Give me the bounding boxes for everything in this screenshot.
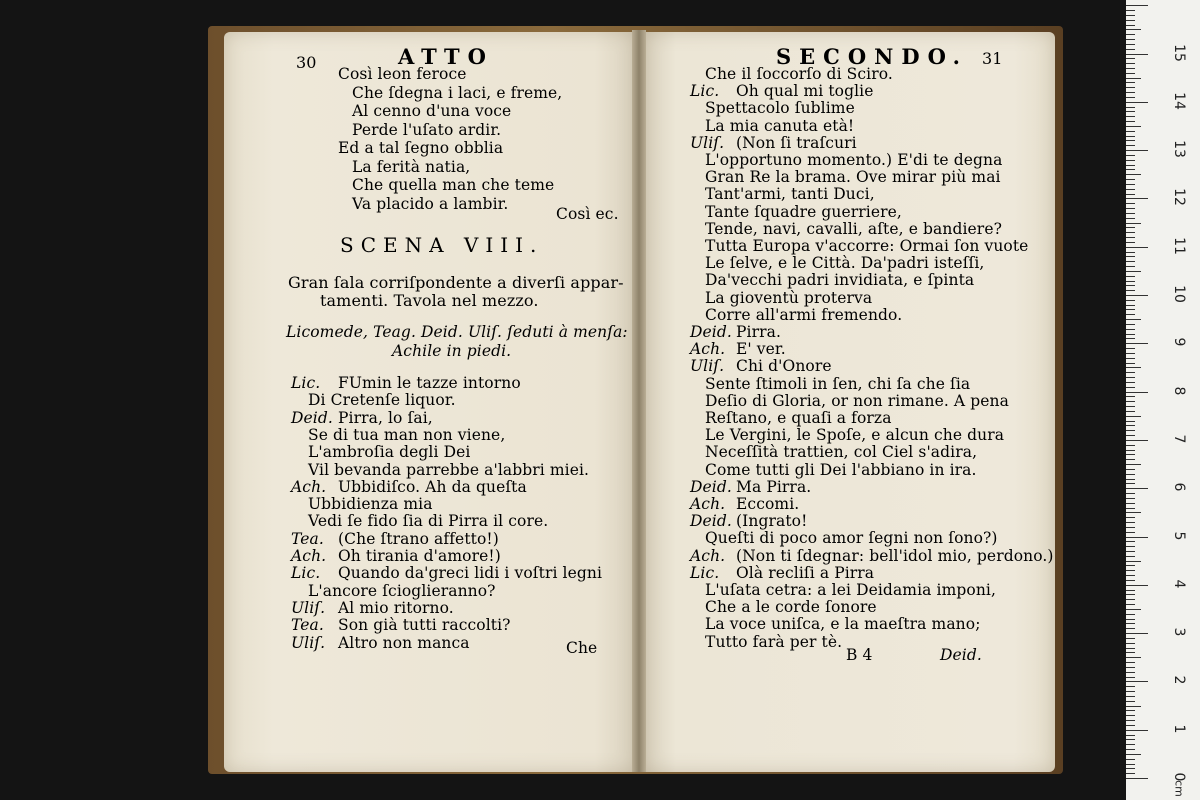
left-catchword: Che — [566, 639, 598, 657]
ruler-tick — [1126, 430, 1135, 431]
ruler-tick — [1126, 116, 1135, 117]
ruler-tick — [1126, 633, 1148, 634]
ruler-tick — [1126, 623, 1135, 624]
ruler-tick — [1126, 474, 1135, 475]
ruler-label: 12 — [1171, 188, 1187, 207]
ruler-tick — [1126, 585, 1148, 586]
aria-line: Al cenno d'una voce — [352, 102, 512, 120]
ruler-label: 6 — [1171, 482, 1187, 492]
ruler-tick — [1126, 691, 1135, 692]
ruler-tick — [1126, 768, 1135, 769]
ruler-tick — [1126, 710, 1135, 711]
ruler-tick — [1126, 416, 1141, 417]
dialogue-line: L'uſata cetra: a lei Deidamia imponi, — [705, 581, 996, 599]
ruler-tick — [1126, 512, 1141, 513]
ruler-tick — [1126, 87, 1135, 88]
dialogue-line: Di Cretenſe liquor. — [308, 391, 456, 410]
book-gutter — [632, 30, 646, 772]
ruler-tick — [1126, 237, 1135, 238]
dialogue-line: Spettacolo ſublime — [705, 99, 855, 118]
ruler-tick — [1126, 735, 1135, 736]
dialogue-line: Ma Pirra. — [736, 477, 812, 496]
ruler-tick — [1126, 522, 1135, 523]
ruler-tick — [1126, 227, 1135, 228]
dialogue-line: Le ſelve, e le Città. Da'padri isteſſi, — [705, 254, 985, 273]
ruler-tick — [1126, 479, 1135, 480]
ruler-tick — [1126, 295, 1148, 296]
ruler-tick — [1126, 527, 1135, 528]
dialogue-line: Se di tua man non viene, — [308, 425, 506, 444]
ruler-tick — [1126, 247, 1148, 248]
ruler-tick — [1126, 363, 1135, 364]
ruler-tick — [1126, 29, 1141, 30]
ruler-tick — [1126, 242, 1135, 243]
cast-line-2: Achile in piedi. — [392, 342, 512, 360]
speaker-label: Uliſ. — [690, 357, 725, 376]
ruler-tick — [1126, 305, 1135, 306]
ruler-tick — [1126, 551, 1135, 552]
ruler-tick — [1126, 778, 1148, 779]
ruler-tick — [1126, 638, 1135, 639]
dialogue-line: Chi d'Onore — [736, 357, 832, 376]
ruler-tick — [1126, 261, 1135, 262]
ruler-tick — [1126, 469, 1135, 470]
ruler-tick — [1126, 198, 1148, 199]
ruler-tick — [1126, 681, 1148, 682]
ruler-tick — [1126, 493, 1135, 494]
ruler-tick — [1126, 102, 1148, 103]
ruler-tick — [1126, 517, 1135, 518]
dialogue-line: Tutta Europa v'accorre: Ormai ſon vuote — [705, 237, 1029, 255]
ruler-tick — [1126, 425, 1135, 426]
dialogue-line: L'opportuno momento.) E'di te degna — [705, 151, 1003, 169]
ruler-tick — [1126, 107, 1135, 108]
ruler-tick — [1126, 372, 1135, 373]
ruler-tick — [1126, 20, 1135, 21]
ruler-tick — [1126, 34, 1135, 35]
dialogue-line: Queſti di poco amor ſegni non ſono?) — [705, 529, 998, 548]
ruler-tick — [1126, 10, 1135, 11]
dialogue-line: Deſio di Gloria, or non rimane. A pena — [705, 391, 1009, 410]
ruler-label: 0 — [1171, 772, 1187, 782]
ruler-tick — [1126, 483, 1135, 484]
ruler-tick — [1126, 15, 1135, 16]
ruler-tick — [1126, 720, 1135, 721]
dialogue-line: Sente ſtimoli in ſen, chi ſa che ſia — [705, 374, 971, 393]
ruler-label: 13 — [1171, 140, 1187, 158]
ruler-tick — [1126, 546, 1135, 547]
speaker-label: Ach. — [690, 340, 726, 359]
speaker-label: Ach. — [291, 477, 327, 496]
ruler-tick — [1126, 570, 1135, 571]
ruler-tick — [1126, 155, 1135, 156]
ruler-label: 11 — [1171, 236, 1187, 255]
ruler-tick — [1126, 160, 1135, 161]
aria-line: Va placido a lambir. — [352, 194, 509, 213]
ruler-tick — [1126, 396, 1135, 397]
dialogue-line: (Non ſi traſcuri — [736, 133, 857, 152]
ruler-tick — [1126, 565, 1135, 566]
dialogue-line: E' ver. — [736, 340, 786, 359]
ruler-tick — [1126, 329, 1135, 330]
dialogue-line: Reſtano, e quaſi a forza — [705, 409, 892, 427]
cast-line-1: Licomede, Teag. Deid. Uliſ. ſeduti à menſa: — [286, 323, 628, 341]
ruler-tick — [1126, 773, 1135, 774]
speaker-label: Uliſ. — [291, 598, 326, 617]
ruler-tick — [1126, 319, 1141, 320]
ruler-tick — [1126, 508, 1135, 509]
speaker-label: Deid. — [690, 477, 732, 496]
ruler-tick — [1126, 580, 1135, 581]
ruler-tick — [1126, 309, 1135, 310]
ruler-tick — [1126, 561, 1141, 562]
signature-mark: B 4 — [846, 646, 873, 664]
ruler-tick — [1126, 715, 1135, 716]
right-running-head: SECONDO. — [776, 44, 968, 69]
aria-end: Così ec. — [556, 205, 619, 223]
ruler-tick — [1126, 604, 1135, 605]
ruler-tick — [1126, 594, 1135, 595]
right-catchword: Deid. — [940, 646, 982, 664]
ruler-tick — [1126, 541, 1135, 542]
speaker-label: Tea. — [291, 529, 324, 548]
ruler-tick — [1126, 459, 1135, 460]
ruler-tick — [1126, 556, 1135, 557]
dialogue-line: Tante ſquadre guerriere, — [705, 202, 902, 221]
speaker-label: Ach. — [690, 495, 726, 513]
ruler-tick — [1126, 575, 1135, 576]
ruler-tick — [1126, 126, 1141, 127]
speaker-label: Deid. — [690, 323, 732, 341]
ruler-tick — [1126, 300, 1135, 301]
ruler-tick — [1126, 450, 1135, 451]
ruler-tick — [1126, 49, 1135, 50]
dialogue-line: Le Vergini, le Spoſe, e alcun che dura — [705, 426, 1005, 445]
ruler-tick — [1126, 643, 1135, 644]
ruler-tick — [1126, 348, 1135, 349]
aria-line: La ferità natia, — [352, 157, 471, 176]
ruler-tick — [1126, 590, 1135, 591]
speaker-label: Lic. — [690, 563, 720, 582]
ruler-label: 10 — [1171, 285, 1187, 303]
ruler-tick — [1126, 285, 1135, 286]
ruler-label: 15 — [1171, 43, 1187, 62]
ruler-tick — [1126, 498, 1135, 499]
ruler-label: 4 — [1171, 579, 1187, 589]
ruler-tick — [1126, 686, 1135, 687]
ruler-tick — [1126, 749, 1135, 750]
ruler-tick — [1126, 136, 1135, 137]
dialogue-line: Olà recliſi a Pirra — [736, 563, 875, 582]
dialogue-line: Tende, navi, cavalli, aſte, e bandiere? — [705, 219, 1002, 238]
ruler-label: 7 — [1171, 434, 1187, 444]
ruler-tick — [1126, 537, 1148, 538]
ruler-label: 3 — [1171, 627, 1187, 637]
ruler-tick — [1126, 421, 1135, 422]
ruler-tick — [1126, 662, 1135, 663]
ruler-tick — [1126, 696, 1135, 697]
dialogue-line: La voce uniſca, e la maeſtra mano; — [705, 615, 981, 634]
ruler-tick — [1126, 145, 1135, 146]
dialogue-line: Ubbidiſco. Ah da queſta — [338, 477, 527, 496]
dialogue-line: Al mio ritorno. — [338, 598, 454, 617]
ruler-label: 8 — [1171, 386, 1187, 396]
ruler-tick — [1126, 406, 1135, 407]
ruler-tick — [1126, 759, 1135, 760]
ruler-tick — [1126, 667, 1135, 668]
ruler-tick — [1126, 194, 1135, 195]
dialogue-line: Che a le corde ſonore — [705, 598, 877, 617]
dialogue-line: Come tutti gli Dei l'abbiano in ira. — [705, 460, 977, 479]
ruler-tick — [1126, 599, 1135, 600]
dialogue-line: Gran Re la brama. Ove mirar più mai — [705, 168, 1001, 187]
ruler-tick — [1126, 252, 1135, 253]
dialogue-line: Pirra, lo ſai, — [338, 408, 433, 427]
dialogue-line: Son già tutti raccolti? — [338, 616, 511, 635]
ruler-unit: cm — [1172, 780, 1186, 797]
dialogue-line: FUmin le tazze intorno — [338, 374, 521, 392]
ruler-tick — [1126, 213, 1135, 214]
ruler-tick — [1126, 367, 1141, 368]
speaker-label: Deid. — [291, 408, 333, 427]
ruler-tick — [1126, 150, 1148, 151]
dialogue-line: Vil bevanda parrebbe a'labbri miei. — [308, 460, 590, 479]
ruler-tick — [1126, 652, 1135, 653]
ruler-tick — [1126, 387, 1135, 388]
ruler-tick — [1126, 440, 1148, 441]
ruler-tick — [1126, 44, 1135, 45]
ruler-tick — [1126, 648, 1135, 649]
ruler-tick — [1126, 121, 1135, 122]
speaker-label: Uliſ. — [291, 633, 326, 652]
ruler-tick — [1126, 256, 1135, 257]
ruler-label: 5 — [1171, 531, 1187, 540]
ruler-tick — [1126, 764, 1135, 765]
ruler-tick — [1126, 754, 1141, 755]
left-running-head: ATTO — [398, 44, 494, 69]
dialogue-line: Oh qual mi toglie — [736, 82, 874, 101]
ruler-tick — [1126, 488, 1148, 489]
ruler-tick — [1126, 281, 1135, 282]
dialogue-line: La mia canuta età! — [705, 116, 855, 135]
ruler-tick — [1126, 223, 1141, 224]
aria-line: Perde l'uſato ardir. — [352, 120, 502, 139]
aria-line: Ed a tal ſegno obblia — [338, 139, 504, 157]
dialogue-line: Eccomi. — [736, 495, 800, 513]
ruler-tick — [1126, 377, 1135, 378]
ruler-tick — [1126, 411, 1135, 412]
ruler-tick — [1126, 290, 1135, 291]
ruler-tick — [1126, 358, 1135, 359]
ruler-tick — [1126, 92, 1135, 93]
ruler-tick — [1126, 208, 1135, 209]
ruler-tick — [1126, 314, 1135, 315]
ruler-label: 9 — [1171, 337, 1187, 347]
ruler-tick — [1126, 435, 1135, 436]
dialogue-line: Tutto farà per tè. — [705, 632, 843, 651]
ruler-tick — [1126, 78, 1141, 79]
ruler-tick — [1126, 174, 1141, 175]
ruler-tick — [1126, 619, 1135, 620]
ruler-tick — [1126, 677, 1135, 678]
ruler-tick — [1126, 140, 1135, 141]
speaker-label: Ach. — [291, 547, 327, 565]
speaker-label: Lic. — [291, 564, 321, 583]
dialogue-line: Altro non manca — [338, 633, 470, 652]
dialogue-line: Quando da'greci lidi i voſtri legni — [338, 564, 603, 583]
ruler-tick — [1126, 401, 1135, 402]
ruler-tick — [1126, 454, 1135, 455]
ruler-tick — [1126, 97, 1135, 98]
dialogue-line: Che il ſoccorſo di Sciro. — [705, 65, 893, 83]
dialogue-line: Oh tirania d'amore!) — [338, 547, 501, 565]
dialogue-line: Corre all'armi fremendo. — [705, 305, 903, 324]
ruler-tick — [1126, 338, 1135, 339]
ruler-tick — [1126, 353, 1135, 354]
ruler-tick — [1126, 179, 1135, 180]
dialogue-line: L'ambroſia degli Dei — [308, 443, 471, 462]
speaker-label: Lic. — [690, 82, 720, 101]
ruler-tick — [1126, 276, 1135, 277]
ruler-tick — [1126, 131, 1135, 132]
ruler-tick — [1126, 392, 1148, 393]
dialogue-line: Ubbidienza mia — [308, 495, 433, 514]
ruler-tick — [1126, 744, 1135, 745]
ruler-tick — [1126, 169, 1135, 170]
speaker-label: Uliſ. — [690, 133, 725, 152]
ruler-label: 14 — [1171, 91, 1187, 110]
ruler-tick — [1126, 73, 1135, 74]
ruler-tick — [1126, 111, 1135, 112]
ruler-tick — [1126, 657, 1141, 658]
ruler-tick — [1126, 39, 1135, 40]
ruler-tick — [1126, 382, 1135, 383]
ruler-tick — [1126, 5, 1148, 6]
ruler-tick — [1126, 271, 1141, 272]
right-page-number: 31 — [982, 49, 1003, 68]
ruler-tick — [1126, 609, 1141, 610]
dialogue-line: Da'vecchi padri invidiata, e ſpinta — [705, 271, 975, 290]
ruler-tick — [1126, 334, 1135, 335]
ruler-tick — [1126, 324, 1135, 325]
ruler-label: 1 — [1171, 724, 1187, 734]
ruler-tick — [1126, 189, 1135, 190]
scene-title: SCENA VIII. — [340, 233, 544, 257]
ruler-tick — [1126, 266, 1135, 267]
ruler-tick — [1126, 218, 1135, 219]
dialogue-line: (Ingrato! — [736, 512, 808, 531]
ruler-tick — [1126, 614, 1135, 615]
ruler-tick — [1126, 730, 1148, 731]
setting-line-1: Gran ſala corriſpondente a diverſi appar- — [288, 273, 624, 292]
ruler-tick — [1126, 725, 1135, 726]
dialogue-line: Pirra. — [736, 323, 781, 341]
measuring-ruler — [1126, 0, 1200, 800]
speaker-label: Ach. — [690, 546, 726, 565]
ruler-tick — [1126, 54, 1148, 55]
aria-line: Che quella man che teme — [352, 176, 555, 194]
dialogue-line: Vedi ſe fido ſia di Pirra il core. — [308, 512, 549, 531]
ruler-tick — [1126, 184, 1135, 185]
ruler-tick — [1126, 672, 1135, 673]
ruler-tick — [1126, 25, 1135, 26]
ruler-tick — [1126, 739, 1135, 740]
ruler-tick — [1126, 232, 1135, 233]
ruler-tick — [1126, 165, 1135, 166]
dialogue-line: (Che ſtrano affetto!) — [338, 529, 499, 548]
speaker-label: Tea. — [291, 616, 324, 635]
ruler-tick — [1126, 63, 1135, 64]
ruler-tick — [1126, 503, 1135, 504]
dialogue-line: Tant'armi, tanti Duci, — [705, 185, 875, 204]
setting-line-2: tamenti. Tavola nel mezzo. — [320, 291, 539, 310]
dialogue-line: (Non ti ſdegnar: bell'idol mio, perdono.) — [736, 546, 1054, 565]
left-page-number: 30 — [296, 53, 317, 72]
ruler-tick — [1126, 82, 1135, 83]
aria-line: Che ſdegna i laci, e freme, — [352, 83, 563, 102]
dialogue-line: Neceſſità trattien, col Ciel s'adira, — [705, 443, 978, 462]
aria-line: Così leon feroce — [338, 65, 467, 83]
ruler-tick — [1126, 706, 1141, 707]
ruler-tick — [1126, 58, 1135, 59]
ruler-tick — [1126, 68, 1135, 69]
speaker-label: Deid. — [690, 512, 732, 531]
ruler-tick — [1126, 464, 1141, 465]
dialogue-line: La gioventù proterva — [705, 288, 873, 307]
ruler-tick — [1126, 445, 1135, 446]
dialogue-line: L'ancore ſcioglieranno? — [308, 581, 496, 600]
ruler-tick — [1126, 628, 1135, 629]
speaker-label: Lic. — [291, 374, 321, 392]
ruler-tick — [1126, 343, 1148, 344]
ruler-tick — [1126, 701, 1135, 702]
ruler-tick — [1126, 203, 1135, 204]
ruler-tick — [1126, 532, 1135, 533]
ruler-label: 2 — [1171, 675, 1187, 685]
